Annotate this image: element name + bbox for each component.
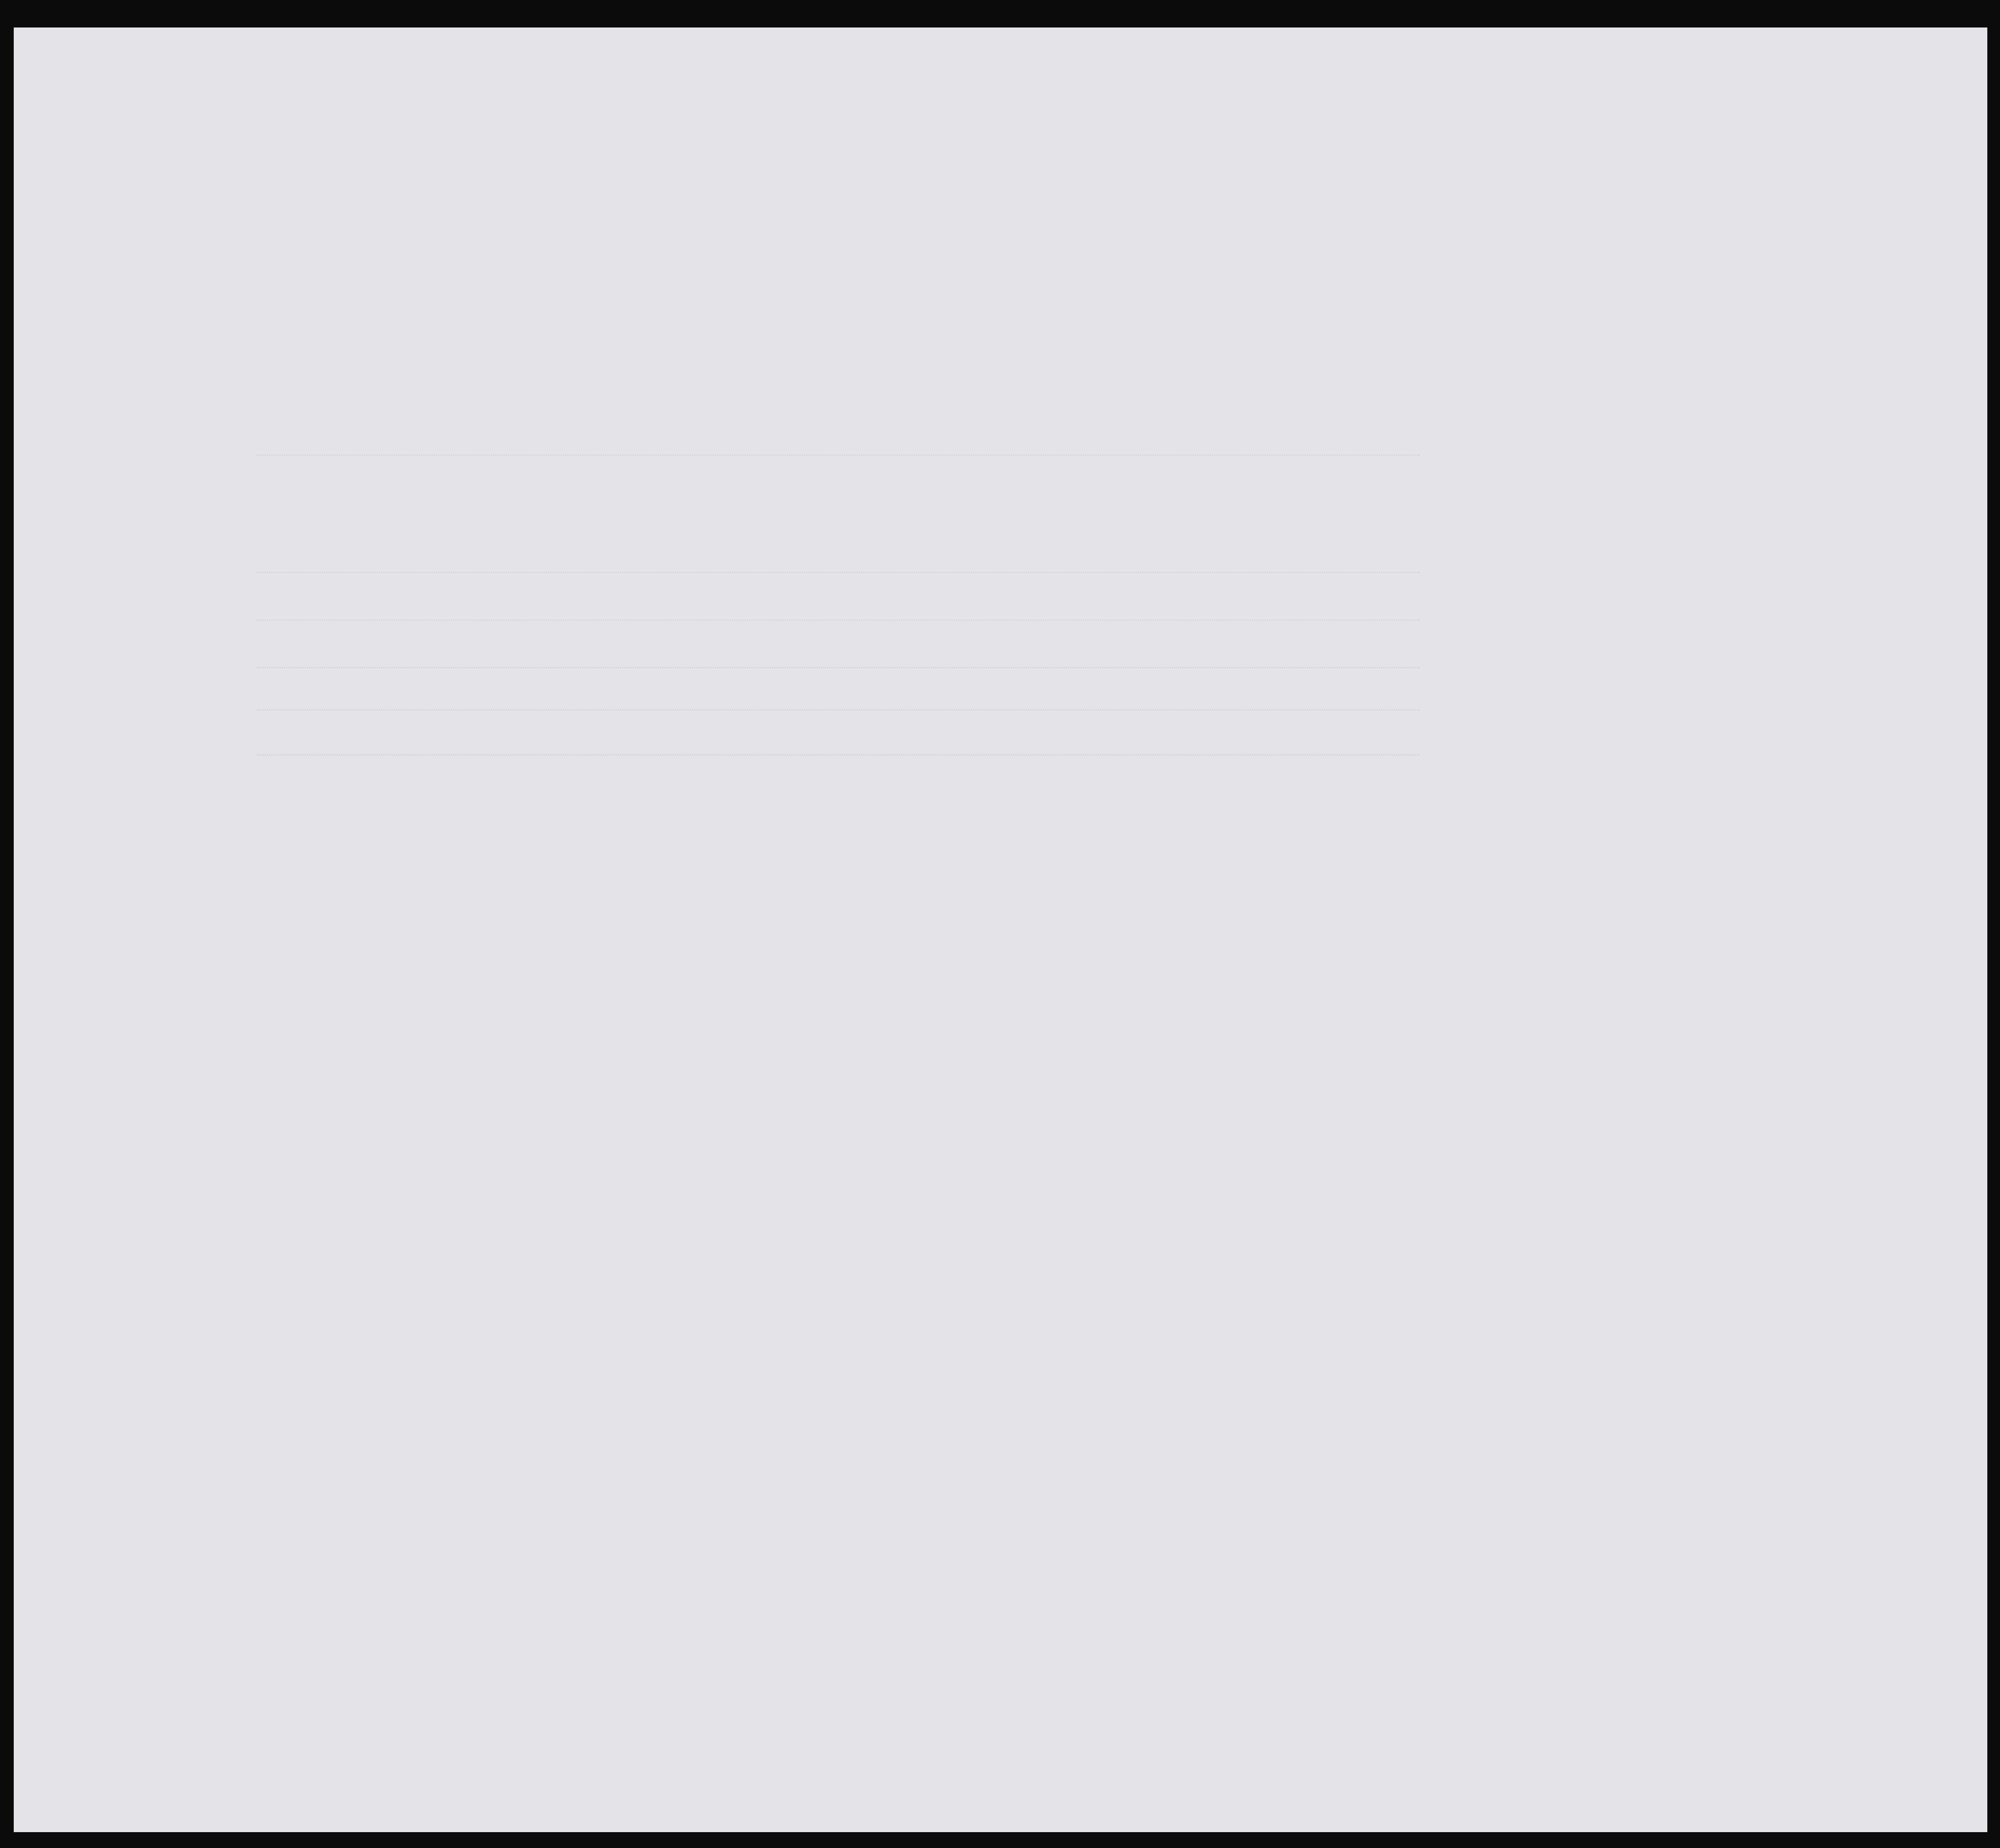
faint-guide-line	[257, 455, 1420, 456]
form-sheet	[14, 27, 1987, 1832]
faint-guide-line	[257, 620, 1420, 621]
faint-guide-line	[257, 667, 1420, 668]
faint-guide-line	[257, 754, 1420, 755]
faint-guide-line	[257, 572, 1420, 573]
faint-guide-line	[257, 709, 1420, 710]
